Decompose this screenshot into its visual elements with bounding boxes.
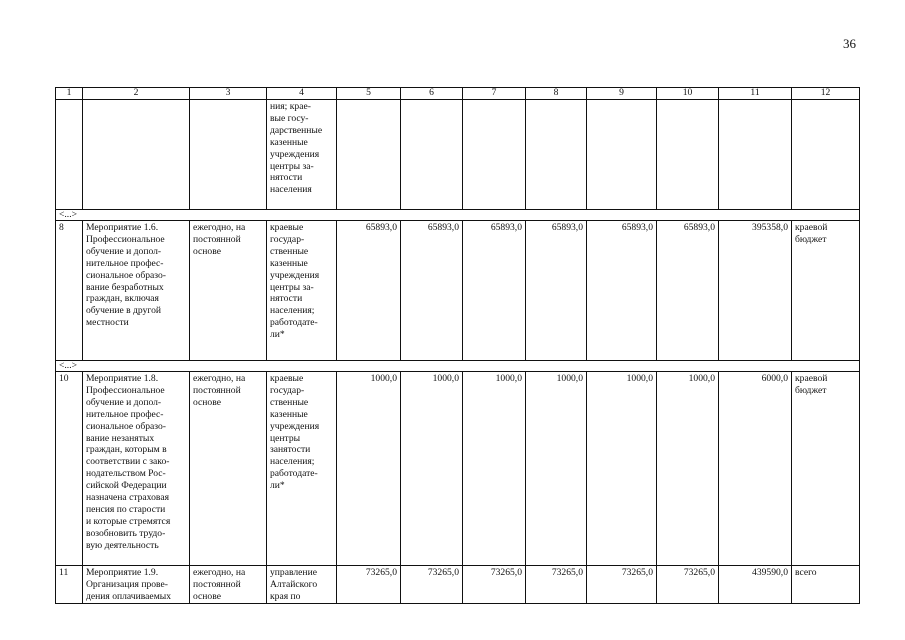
cell-value: 73265,0 — [526, 566, 587, 604]
cell-period: ежегодно, на постоянной основе — [190, 372, 267, 566]
omission-row — [56, 210, 860, 221]
cell-period: ежегодно, на постоянной основе — [190, 221, 267, 361]
column-header: 11 — [719, 88, 792, 100]
cell-value: 1000,0 — [526, 372, 587, 566]
cell-executor: управление Алтайского края по — [267, 566, 337, 604]
cell-value: 65893,0 — [463, 221, 526, 361]
omission-row — [56, 361, 860, 372]
cell-value: 73265,0 — [337, 566, 401, 604]
cell-executor: краевые государ- ственные казенные учреждения центры занятости населения; работодате- ли* — [267, 372, 337, 566]
cell-total — [719, 100, 792, 210]
page-number: 36 — [843, 36, 856, 51]
column-header-row — [56, 88, 860, 100]
cell-period — [190, 100, 267, 210]
cell-value — [657, 100, 719, 210]
cell-value: 65893,0 — [337, 221, 401, 361]
column-header: 5 — [337, 88, 401, 100]
cell-value: 73265,0 — [657, 566, 719, 604]
cell-activity: Мероприятие 1.6. Профессиональное обучение и допол- нительное профес- сиональное образо- вание безработных граждан, включая обучение в другой местности — [83, 221, 190, 361]
cell-value: 65893,0 — [657, 221, 719, 361]
cell-value: 73265,0 — [463, 566, 526, 604]
column-header: 7 — [463, 88, 526, 100]
cell-activity: Мероприятие 1.9. Организация прове- дения оплачиваемых — [83, 566, 190, 604]
cell-source: всего — [792, 566, 860, 604]
cell-value: 1000,0 — [587, 372, 657, 566]
table-row — [56, 221, 860, 361]
cell-number — [56, 100, 83, 210]
omission-marker: <...> — [56, 210, 860, 221]
cell-value: 73265,0 — [401, 566, 463, 604]
cell-value — [401, 100, 463, 210]
cell-value: 1000,0 — [401, 372, 463, 566]
cell-value: 65893,0 — [401, 221, 463, 361]
cell-total: 395358,0 — [719, 221, 792, 361]
cell-source — [792, 100, 860, 210]
column-header: 8 — [526, 88, 587, 100]
column-header: 4 — [267, 88, 337, 100]
cell-source: краевой бюджет — [792, 372, 860, 566]
program-table — [55, 87, 860, 604]
cell-number: 11 — [56, 566, 83, 604]
cell-period: ежегодно, на постоянной основе — [190, 566, 267, 604]
table-row — [56, 100, 860, 210]
cell-total: 6000,0 — [719, 372, 792, 566]
cell-activity: Мероприятие 1.8. Профессиональное обучение и допол- нительное профес- сиональное образо- вание незанятых граждан, которым в соответствии с зако- нодательством Рос- сийской Федерации назначена страховая пенсия по старости и которые стремятся возобновить трудо- вую деятельность — [83, 372, 190, 566]
table-row — [56, 372, 860, 566]
cell-source: краевой бюджет — [792, 221, 860, 361]
cell-value: 1000,0 — [463, 372, 526, 566]
cell-value: 1000,0 — [657, 372, 719, 566]
table-row — [56, 566, 860, 604]
cell-executor: ния; крае- вые госу- дарственные казенные учреждения центры за- нятости населения — [267, 100, 337, 210]
cell-value: 73265,0 — [587, 566, 657, 604]
column-header: 9 — [587, 88, 657, 100]
cell-value — [587, 100, 657, 210]
column-header: 10 — [657, 88, 719, 100]
cell-value — [463, 100, 526, 210]
column-header: 6 — [401, 88, 463, 100]
column-header: 3 — [190, 88, 267, 100]
cell-number: 10 — [56, 372, 83, 566]
cell-value — [526, 100, 587, 210]
column-header: 2 — [83, 88, 190, 100]
cell-executor: краевые государ- ственные казенные учреждения центры за- нятости населения; работодате- ли* — [267, 221, 337, 361]
cell-activity — [83, 100, 190, 210]
cell-value: 65893,0 — [587, 221, 657, 361]
omission-marker: <...> — [56, 361, 860, 372]
cell-value — [337, 100, 401, 210]
cell-value: 1000,0 — [337, 372, 401, 566]
cell-number: 8 — [56, 221, 83, 361]
cell-value: 65893,0 — [526, 221, 587, 361]
column-header: 1 — [56, 88, 83, 100]
column-header: 12 — [792, 88, 860, 100]
cell-total: 439590,0 — [719, 566, 792, 604]
